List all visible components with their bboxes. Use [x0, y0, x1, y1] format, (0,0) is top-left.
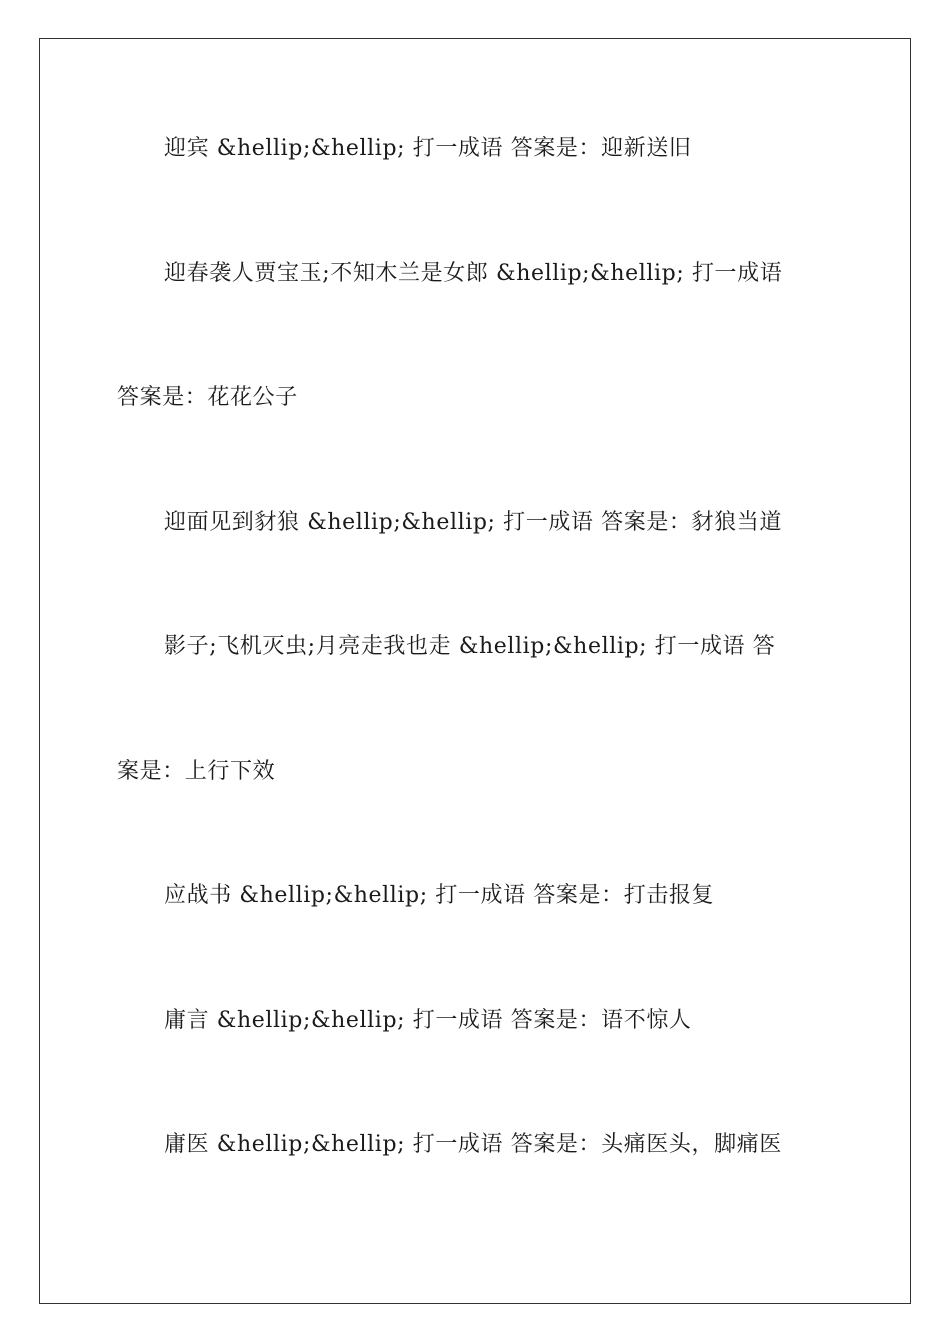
text-line: 迎宾 &hellip;&hellip; 打一成语 答案是：迎新送旧	[164, 136, 692, 161]
text-line: 案是：上行下效	[117, 759, 276, 784]
text-line: 迎面见到豺狼 &hellip;&hellip; 打一成语 答案是：豺狼当道	[164, 510, 782, 535]
text-line: 应战书 &hellip;&hellip; 打一成语 答案是：打击报复	[164, 883, 715, 908]
text-line: 影子;飞机灭虫;月亮走我也走 &hellip;&hellip; 打一成语 答	[164, 634, 776, 659]
text-line: 庸医 &hellip;&hellip; 打一成语 答案是：头痛医头，脚痛医	[164, 1132, 782, 1157]
text-line: 迎春袭人贾宝玉;不知木兰是女郎 &hellip;&hellip; 打一成语	[164, 261, 783, 286]
page-frame	[39, 38, 911, 1304]
text-line: 庸言 &hellip;&hellip; 打一成语 答案是：语不惊人	[164, 1008, 692, 1033]
text-line: 答案是：花花公子	[117, 385, 298, 410]
